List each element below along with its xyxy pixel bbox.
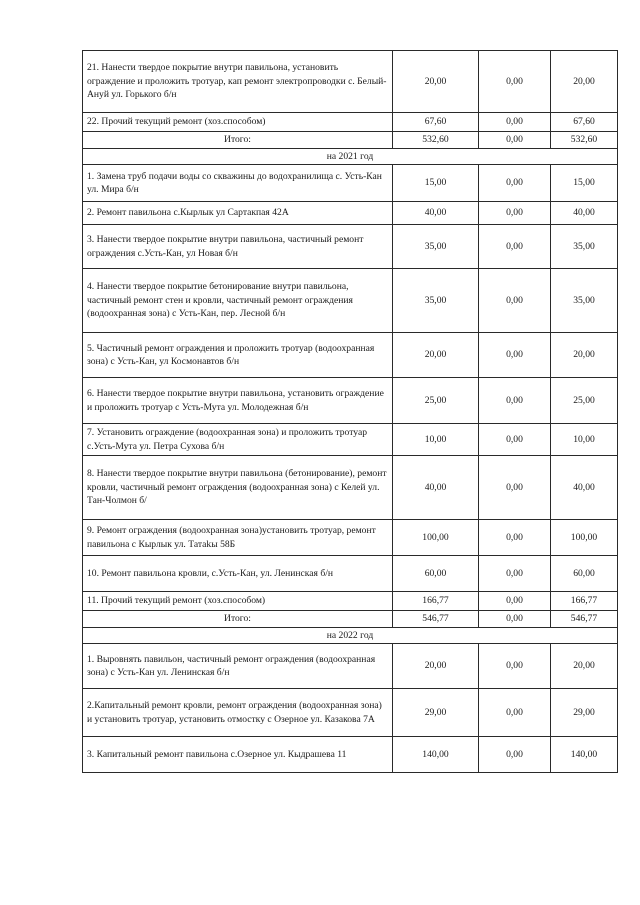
other-amount-cell: 0,00 xyxy=(479,644,551,689)
total-amount-cell: 40,00 xyxy=(551,456,618,520)
total-amount-cell: 60,00 xyxy=(551,556,618,592)
planned-amount-cell: 40,00 xyxy=(393,456,479,520)
other-amount-cell: 0,00 xyxy=(479,520,551,556)
table-row xyxy=(83,378,618,424)
planned-amount-cell: 10,00 xyxy=(393,424,479,456)
item-name-cell: 11. Прочий текущий ремонт (хоз.способом) xyxy=(83,592,393,611)
table-row xyxy=(83,269,618,333)
table-row xyxy=(83,202,618,225)
planned-amount-cell: 29,00 xyxy=(393,689,479,737)
planned-amount-cell: 20,00 xyxy=(393,333,479,378)
item-name-cell: 9. Ремонт ограждения (водоохранная зона)установить тротуар, ремонт павильона с Кырлык ул. Татаkы 58Б xyxy=(83,520,393,556)
table-row xyxy=(83,165,618,202)
item-name-cell: 8. Нанести твердое покрытие внутри павильона (бетонирование), ремонт кровли, частичный ремонт ограждения (водоохранная зона) с Келей ул. Тан-Чолмон б/ xyxy=(83,456,393,520)
item-name-cell: 6. Нанести твердое покрытие внутри павильона, установить ограждение и проложить тротуар с Усть-Мута ул. Молодежная б/н xyxy=(83,378,393,424)
total-amount-cell: 532,60 xyxy=(551,132,618,149)
table-row xyxy=(83,689,618,737)
planned-amount-cell: 546,77 xyxy=(393,611,479,628)
other-amount-cell: 0,00 xyxy=(479,225,551,269)
section-header-row xyxy=(83,628,618,644)
total-amount-cell: 140,00 xyxy=(551,737,618,773)
item-name-cell: 2. Ремонт павильона с.Кырлык ул Сартакпая 42А xyxy=(83,202,393,225)
table-row xyxy=(83,556,618,592)
other-amount-cell: 0,00 xyxy=(479,269,551,333)
total-amount-cell: 35,00 xyxy=(551,225,618,269)
item-name-cell: 5. Частичный ремонт ограждения и проложить тротуар (водоохранная зона) с Усть-Кан, ул Космонавтов б/н xyxy=(83,333,393,378)
other-amount-cell: 0,00 xyxy=(479,113,551,132)
planned-amount-cell: 25,00 xyxy=(393,378,479,424)
other-amount-cell: 0,00 xyxy=(479,737,551,773)
other-amount-cell: 0,00 xyxy=(479,51,551,113)
total-amount-cell: 67,60 xyxy=(551,113,618,132)
total-amount-cell: 35,00 xyxy=(551,269,618,333)
table-row xyxy=(83,113,618,132)
item-name-cell: 21. Нанести твердое покрытие внутри павильона, установить ограждение и проложить тротуар, кап ремонт электропроводки с. Белый-Ануй ул. Горького б/н xyxy=(83,51,393,113)
planned-amount-cell: 35,00 xyxy=(393,225,479,269)
table-row xyxy=(83,51,618,113)
item-name-cell: 1. Замена труб подачи воды со скважины до водохранилища с. Усть-Кан ул. Мира б/н xyxy=(83,165,393,202)
other-amount-cell: 0,00 xyxy=(479,378,551,424)
total-amount-cell: 20,00 xyxy=(551,51,618,113)
planned-amount-cell: 67,60 xyxy=(393,113,479,132)
other-amount-cell: 0,00 xyxy=(479,202,551,225)
other-amount-cell: 0,00 xyxy=(479,611,551,628)
total-row xyxy=(83,611,618,628)
total-amount-cell: 166,77 xyxy=(551,592,618,611)
planned-amount-cell: 532,60 xyxy=(393,132,479,149)
total-amount-cell: 40,00 xyxy=(551,202,618,225)
total-label: Итого: xyxy=(83,132,393,149)
planned-amount-cell: 15,00 xyxy=(393,165,479,202)
other-amount-cell: 0,00 xyxy=(479,333,551,378)
other-amount-cell: 0,00 xyxy=(479,456,551,520)
planned-amount-cell: 20,00 xyxy=(393,644,479,689)
total-amount-cell: 15,00 xyxy=(551,165,618,202)
repair-plan-table xyxy=(82,50,618,773)
table-row xyxy=(83,737,618,773)
item-name-cell: 1. Выровнять павильон, частичный ремонт ограждения (водоохранная зона) с Усть-Кан ул. Ленинская б/н xyxy=(83,644,393,689)
total-amount-cell: 20,00 xyxy=(551,333,618,378)
total-amount-cell: 546,77 xyxy=(551,611,618,628)
item-name-cell: 22. Прочий текущий ремонт (хоз.способом) xyxy=(83,113,393,132)
total-amount-cell: 100,00 xyxy=(551,520,618,556)
other-amount-cell: 0,00 xyxy=(479,689,551,737)
table-row xyxy=(83,644,618,689)
other-amount-cell: 0,00 xyxy=(479,556,551,592)
section-header-row xyxy=(83,149,618,165)
other-amount-cell: 0,00 xyxy=(479,165,551,202)
planned-amount-cell: 40,00 xyxy=(393,202,479,225)
planned-amount-cell: 60,00 xyxy=(393,556,479,592)
table-row xyxy=(83,424,618,456)
table-row xyxy=(83,592,618,611)
planned-amount-cell: 140,00 xyxy=(393,737,479,773)
planned-amount-cell: 35,00 xyxy=(393,269,479,333)
total-amount-cell: 29,00 xyxy=(551,689,618,737)
item-name-cell: 3. Нанести твердое покрытие внутри павильона, частичный ремонт ограждения с.Усть-Кан, ул Новая б/н xyxy=(83,225,393,269)
other-amount-cell: 0,00 xyxy=(479,132,551,149)
total-row xyxy=(83,132,618,149)
total-label: Итого: xyxy=(83,611,393,628)
total-amount-cell: 20,00 xyxy=(551,644,618,689)
item-name-cell: 7. Установить ограждение (водоохранная зона) и проложить тротуар с.Усть-Мута ул. Петра Сухова б/н xyxy=(83,424,393,456)
section-header: на 2021 год xyxy=(83,149,618,165)
total-amount-cell: 25,00 xyxy=(551,378,618,424)
total-amount-cell: 10,00 xyxy=(551,424,618,456)
other-amount-cell: 0,00 xyxy=(479,424,551,456)
table-row xyxy=(83,456,618,520)
planned-amount-cell: 166,77 xyxy=(393,592,479,611)
item-name-cell: 4. Нанести твердое покрытие бетонирование внутри павильона, частичный ремонт стен и кровли, частичный ремонт ограждения (водоохранная зона) с Усть-Кан, пер. Лесной б/н xyxy=(83,269,393,333)
table-row xyxy=(83,520,618,556)
planned-amount-cell: 20,00 xyxy=(393,51,479,113)
item-name-cell: 2.Капитальный ремонт кровли, ремонт ограждения (водоохранная зона) и установить тротуар, установить отмостку с Озерное ул. Казакова 7А xyxy=(83,689,393,737)
table-row xyxy=(83,333,618,378)
item-name-cell: 3. Капитальный ремонт павильона с.Озерное ул. Кыдрашева 11 xyxy=(83,737,393,773)
planned-amount-cell: 100,00 xyxy=(393,520,479,556)
table-row xyxy=(83,225,618,269)
section-header: на 2022 год xyxy=(83,628,618,644)
repair-plan-table-body xyxy=(83,51,618,773)
other-amount-cell: 0,00 xyxy=(479,592,551,611)
item-name-cell: 10. Ремонт павильона кровли, с.Усть-Кан, ул. Ленинская б/н xyxy=(83,556,393,592)
